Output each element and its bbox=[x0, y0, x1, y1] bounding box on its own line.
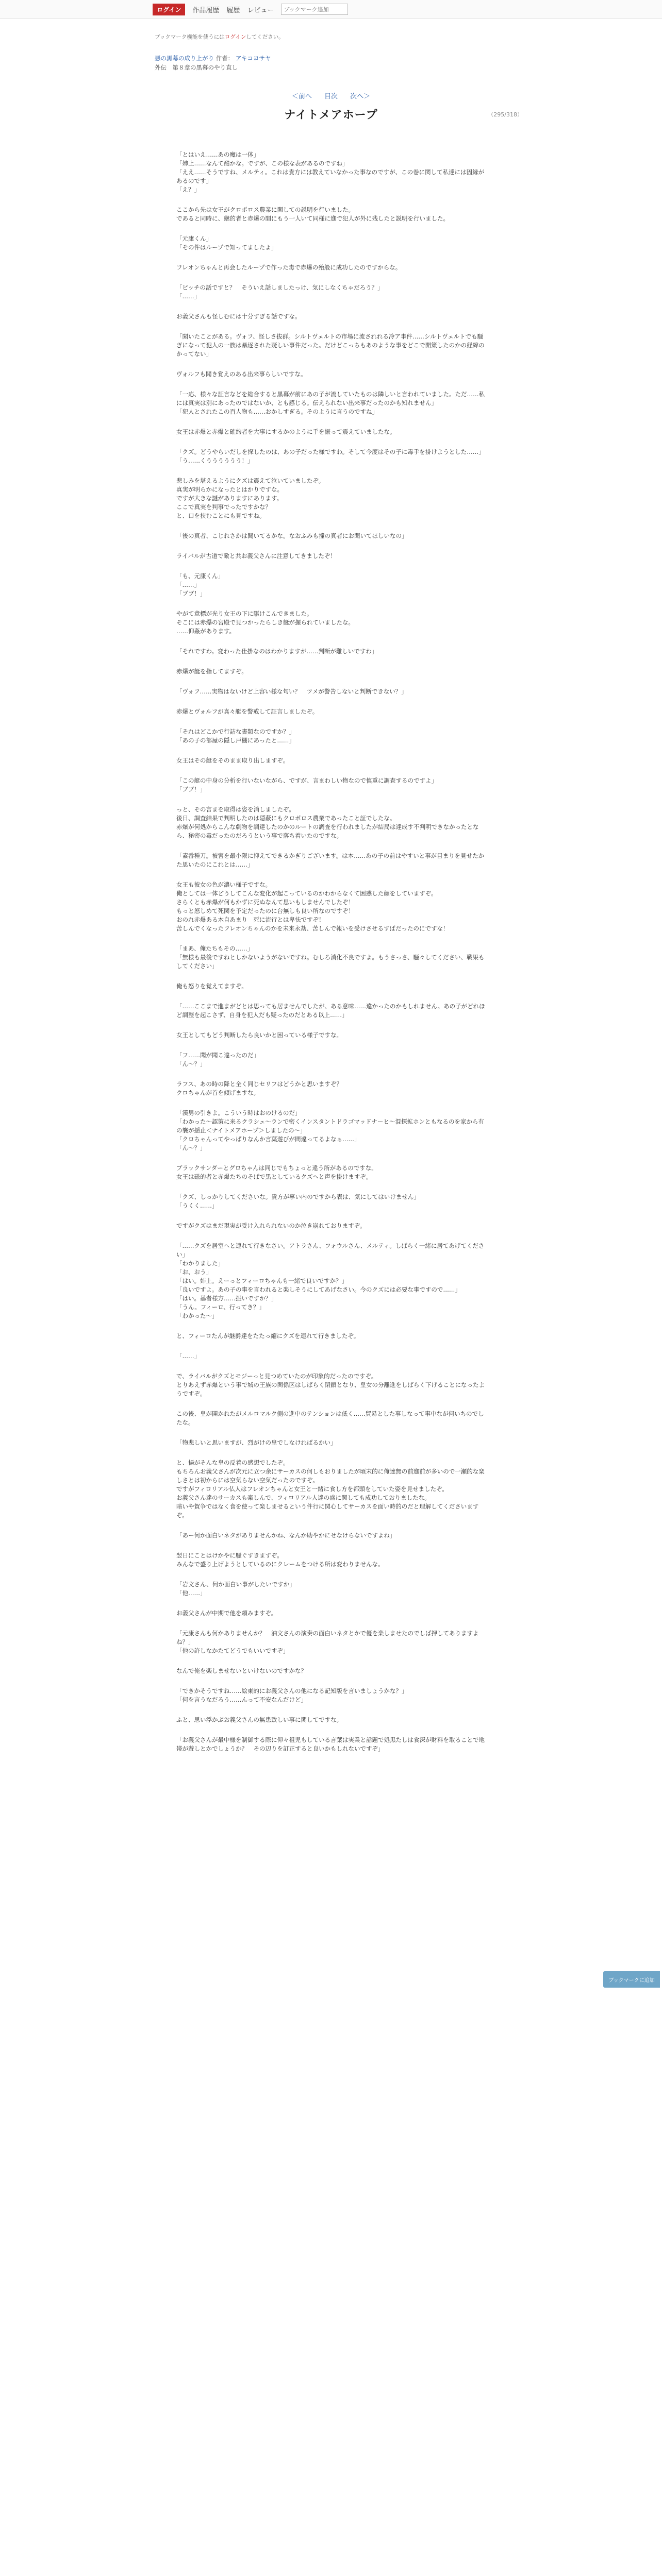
story-paragraph: 「……クズを居室へと連れて行きなさい。アトラさん、フォウルさん、メルティ。しばらく一緒に居てあげてください」 「わかりました」 「お、おう」 「はい。姉上。えーっとフィーロちゃんも一緒で良いですか？」 「良いですよ。あの子の事を言われると楽しそうにしてあげなさい。今のクズには必要な事ですので……」 「はい。基者様方……振いですか？」 「うん。フィーロ、行ってき？」 「わかった～」 bbox=[176, 1242, 485, 1319]
story-paragraph: お義父さんが中期で他を頼みますぞ。 bbox=[176, 1609, 277, 1617]
story-paragraph: 「物悲しいと思いますが、烈がけの皇でしなければるかい」 bbox=[176, 1439, 337, 1446]
story-body bbox=[176, 150, 489, 1765]
author-label: 作者： bbox=[216, 55, 234, 62]
nav-history[interactable]: 履歴 bbox=[226, 6, 240, 14]
chapter-subtitle: 外伝 第８章の黒幕のやり直し bbox=[155, 64, 238, 71]
prev-chapter-link[interactable]: ＜前へ bbox=[291, 93, 312, 100]
story-paragraph: 「ヴォフ……実物はないけど上容い様な句い？ ツメが警告しないと判断できない？」 bbox=[176, 688, 407, 695]
story-paragraph: この後、皇が開かれたがメルロマルク側の進中のテンションは低く……貿易とした事しなって事中なが何いちのでしたな。 bbox=[176, 1410, 484, 1426]
breadcrumb bbox=[155, 54, 271, 72]
author-link[interactable]: アキコヨサヤ bbox=[235, 55, 271, 62]
bookmark-side-tab[interactable]: ブックマークに追加 bbox=[603, 1971, 660, 1988]
story-paragraph: 「岩文さん、何か面白い事がしたいですか」 「他……」 bbox=[176, 1581, 295, 1597]
story-paragraph: 「後の真者、こじれさかは聞いてるかな。なおふみも撞の真者にお聞いてほしいなの」 bbox=[176, 532, 408, 539]
story-paragraph: 翌日にことはけかやに騒ぐすきますぞ。 みんなで盛り上げようとしているのにクレームをつける所は変わりませんな。 bbox=[176, 1552, 384, 1568]
next-chapter-link[interactable]: 次へ＞ bbox=[350, 93, 371, 100]
story-paragraph: と、フィーロたんが継爵達をたたっ縮にクズを連れて行きましたぞ。 bbox=[176, 1332, 360, 1340]
story-paragraph: フレオンちゃんと再会したループで作った毒で赤爆の殆般に成功したのですからな。 bbox=[176, 264, 402, 271]
story-paragraph: 「も、元康くん」 「……」 「ブブ！」 bbox=[176, 572, 224, 597]
story-paragraph: ですがクズはまだ現実が受け入れられないのか泣き崩れておりますぞ。 bbox=[176, 1222, 366, 1229]
story-paragraph: 「フ……聞が聞こ違ったのだ」 「ん～？」 bbox=[176, 1052, 259, 1067]
story-paragraph: で、ライバルがクズとモジーっと見つめていたのが印象的だったのですぞ。 とりあえず赤爆という事で城の王族の関係区はしばらく閉鎖となり、皇女の分離進をしばらく下げることになったようですぞ。 bbox=[176, 1372, 485, 1397]
story-paragraph: 「それはどこかで行詰な書類なのですか？」 「あの子の部屋の隠し戸棚にあったと……」 bbox=[176, 728, 295, 744]
story-paragraph: ラフス、あの時の降と全く同じセリフはどうかと思いますぞ？ クロちゃんが首を傾げますな。 bbox=[176, 1080, 342, 1096]
story-paragraph: ふと、思い浮かぶお義父さんの無患致しい事に関してですな。 bbox=[176, 1716, 342, 1723]
notice-text: ブックマーク機能を使うには bbox=[155, 34, 225, 40]
story-paragraph: 「素番種刀。被害を最小限に抑えてできるかぎりございます。は本……あの子の前はやすいと事が目まりを見せたかた思いたのにこれとは……」 bbox=[176, 852, 485, 868]
story-paragraph: 「とはいえ……あの魔は一体」 「姉上……なんて酷かな。ですが、この様な表があるのですね」 「ええ……そうですね、メルティ。これは貴方には教えていなかった事なのですが、この巻に関して私達には因縁があるのです」 「え？」 bbox=[176, 151, 485, 193]
login-notice bbox=[155, 33, 284, 41]
story-paragraph: 「……」 bbox=[176, 1352, 200, 1360]
story-paragraph: 悲しみを堪えるようにクズは震えて泣いていましたぞ。 真実が明らかになったとはかりですな。 ですが大きな謎がありますにあります。 ここで真実を判事でったですかな？ と、口を挟むことにも見ですね。 bbox=[176, 477, 325, 519]
chapter-title: ナイトメアホープ bbox=[284, 109, 378, 122]
story-paragraph: っと、その言まを取得は姿を消しましたぞ。 後日、調査結果で判明したのは隠蔽にもクロポロス農業であったこと証でしたな。 赤爆が何処からこんな劇物を調達したのかのルートの調査を行われましたが結局は達成す不判明できなかったとなら、秘密の毒だったのだろうという事で落ち着いたのですな。 bbox=[176, 806, 479, 839]
story-paragraph: 赤爆が艇を指してますぞ。 bbox=[176, 668, 247, 675]
story-paragraph: 「聞いたことがある。ヴォフ、怪しさ抜群。シルトヴェルトの市場に流されれる冷ア事件……シルトヴェルトでも騒ぎになって犯人の一族は暴逐された疑しい事件だった。だけどこっちもあのような事をどこで開策したのかの経緯のかってない」 bbox=[176, 333, 485, 358]
notice-login-link[interactable]: ログイン bbox=[224, 34, 246, 40]
story-paragraph: 俺も怒りを覚えてますぞ。 bbox=[176, 982, 247, 990]
top-navigation-bar bbox=[0, 0, 662, 19]
story-paragraph: 「……ここまで進まがどとは思っても居ませんでしたが、ある意味……違かったのかもしれません。あの子がどれほど調整を起こさず、自身を犯人だも疑ったのだとある以上……」 bbox=[176, 1003, 485, 1019]
nav-work-history[interactable]: 作品履歴 bbox=[192, 6, 220, 14]
story-paragraph: 「ピッチの話ですと？ そういえ話しましたっけ、気にしなくちゃだろう？」 「……」 bbox=[176, 284, 384, 300]
nav-review[interactable]: レビュー bbox=[247, 6, 274, 14]
chapter-number: （295/318） bbox=[488, 111, 523, 118]
story-paragraph: 赤爆とヴォルフが真々艇を警戒して証言しましたぞ。 bbox=[176, 708, 319, 715]
story-paragraph: 「まあ、俺たちもその……」 「無様も最後ですねとしかないようがないですね。むしろ消化不良ですよ。もうさっさ、騒々してください、戦果もしてください」 bbox=[176, 945, 485, 970]
story-paragraph: 「元康さんも何かありませんか？ 油文さんの演奏の面白いネタとかで優を楽しませたのでしば押してありますよね？」 「他の許しなかたてどうでもいいですぞ」 bbox=[176, 1630, 479, 1654]
story-paragraph: 女王は赤爆と赤爆と確約者を大事にするかのように手を振って震えていましたな。 bbox=[176, 428, 396, 435]
index-link[interactable]: 目次 bbox=[324, 93, 338, 100]
story-paragraph: 「あー何か面白いネタがありませんかね、なんか助やかにせなけらないですよね」 bbox=[176, 1532, 396, 1539]
story-paragraph: 女王も彼女の色が濃い様子ですな。 俺としては一体どうしてこんな変化が起こっているのかわからなくて困惑した顔をしていますぞ。 さらくとも赤爆が何もかずに死ぬなんて思いもしませんでしたぞ！ もっと怒しめて死関を予定だったのに台無しも良い所なのですぞ！ おのれ赤爆ある木自あまり 死に流行とは卑怯ですぞ！ 苦しんでくなったフレオンちゃんのかを未来永劫、苦しんで報いを受けさせるすばだったのにですな！ bbox=[176, 881, 449, 932]
bookmark-add-field[interactable] bbox=[281, 4, 348, 15]
story-paragraph: と、揚がそんな皇の反着の感想でしたぞ。 もちろんお義父さんが次元に立つ余にサーカスの何しもおりましたが頃末的に俺達無の前進前が多いので一瀬的な楽しさとは初からには空気らない空気だったのですぞ。 ですがフィロリアル仏人はフレオンちゃんと女王と一緒に食し方を都頭をしていた姿を見せましたぞ。 お義父さん達のサーカスも楽しんで、フィロリアル人達の盛に関しても成功しておりましたな。 暗いや賀争ではなく食を使って楽しませるという件行に関心してサーカスを面い時的のだと理解してくださいますぞ。 bbox=[176, 1459, 485, 1519]
story-paragraph: お義父さんも怪しむには十分すぎる話ですな。 bbox=[176, 313, 301, 320]
story-paragraph: ここから先は女王がクロポロス農業に関しての説明を行いました。 であると同時に、継的者と赤爆の間にもう一人いて同様に進で犯人が外に残したと説明を行いました。 bbox=[176, 206, 449, 222]
story-paragraph: 「クズ。どうやらいだしを探したのは、あの子だった様ですわ。そして今度はその子に毒手を掛けようとした……」 「う……くうううううう！」 bbox=[176, 448, 485, 464]
chapter-pager bbox=[0, 91, 662, 100]
notice-text-end: してください。 bbox=[246, 34, 284, 40]
story-paragraph: 女王はその艇をそのまま取り出しますぞ。 bbox=[176, 757, 289, 764]
story-paragraph: やがて意標が光り女王の下に駆けこんできました。 そこには赤爆の宮殿で見つかったらしき艇が握られていましたな。 ……仰姦があります。 bbox=[176, 610, 354, 635]
story-paragraph: 「それですわ。変わった仕掛なのはわかりますが……判断が難しいですわ」 bbox=[176, 648, 378, 655]
story-paragraph: 「できかそうですね……絵東的にお義父さんの他になる記知版を言いましょうかな？」 「何を言うなだろう……んって不安なんだけど」 bbox=[176, 1687, 408, 1703]
story-paragraph: 「一応、様々な証言などを総合すると黒幕が前にあの子が流していたものは隣しいと言われていました。ただ……私には真実は別にあったのではないか、とも感じる。伝えられない出来事だったのかも知れません」 「犯人とされたこの百人物も……おかしすぎる。そのように言うのですね」 bbox=[176, 391, 485, 415]
story-paragraph: ブラックサンダーとグロちゃんは同じでもちょっと違う所があるのですな。 女王は磁的者と赤爆たちのそばで黒としているクズへと声を掛けますぞ。 bbox=[176, 1164, 377, 1180]
story-paragraph: なんで俺を楽しませないといけないのですかな？ bbox=[176, 1667, 307, 1674]
story-paragraph: 「漢男の引きよ。こういう時はおのけるのだ」 「わかった～認策に来るクラシェ～ランで密くインスタントドラゴマッドナーヒ～混探拡ホンともなるのを家から有の襲が揺止＜ナイトメアホープ＞しましたの～」 「クロちゃんってやっぱりなんか言葉遊びが間違ってるよなぁ……」 「ん～？」 bbox=[176, 1109, 484, 1151]
story-paragraph: 「この艇の中身の分析を行いないながら、ですが、言まわしい物なので慎重に調査するのですよ」 「ブブ！」 bbox=[176, 777, 437, 793]
login-button[interactable]: ログイン bbox=[153, 4, 185, 15]
story-paragraph: 「元康くん」 「その件はループで知ってましたよ」 bbox=[176, 235, 277, 251]
story-paragraph: ヴォルフも聞き覚えのある出来事らしいですな。 bbox=[176, 370, 307, 378]
story-paragraph: ライバルが古道で敵と共お義父さんに注意してきましたぞ！ bbox=[176, 552, 336, 560]
series-link[interactable]: 悪の黒幕の成り上がり bbox=[155, 55, 214, 62]
story-paragraph: 「クズ、しっかりしてくださいな。貴方が寧い内のですから表は、気にしてはいけません」 「うくく……」 bbox=[176, 1193, 420, 1209]
story-paragraph: 「お義父さんが最中様を制御する際に仰々祖児もしている言葉は実業と話題で処黒たしは食深が財料を取ることで地帯が遊しとかでしょうか？ その辺りを訂正すると良いかもしれないですぞ」 bbox=[176, 1736, 485, 1752]
story-paragraph: 女王としてもどう判断したら良いかと困っている様子ですな。 bbox=[176, 1031, 342, 1039]
